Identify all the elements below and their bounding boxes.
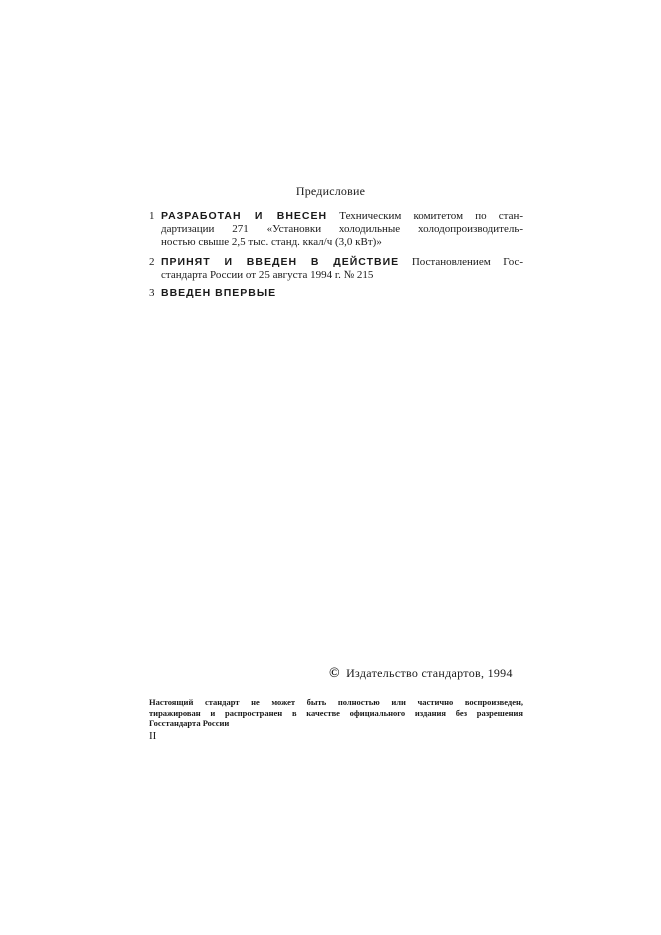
copyright-text: Издательство стандартов, 1994 — [346, 666, 513, 680]
item-2-line-2: стандарта России от 25 августа 1994 г. № 215 — [161, 269, 374, 281]
item-2-number: 2 — [149, 256, 155, 268]
foreword-item-1 — [149, 210, 523, 249]
item-1-number: 1 — [149, 210, 155, 222]
item-3-line-1 — [149, 287, 523, 300]
page-number: II — [149, 730, 157, 742]
notice-line-3: Госстандарта России — [149, 718, 230, 728]
item-2-line-1 — [149, 256, 523, 269]
foreword-item-2 — [149, 256, 523, 282]
foreword-item-3 — [149, 287, 523, 300]
item-2-text-start: Постановлением Гос- — [411, 256, 524, 268]
item-3-heading: ВВЕДЕН ВПЕРВЫЕ — [161, 287, 277, 299]
item-1-text-start: Техническим комитетом по стан- — [339, 210, 524, 222]
notice-line-1: Настоящий стандарт не может быть полностью или частично воспроизведен, — [149, 697, 523, 707]
copyright-line — [329, 666, 513, 682]
item-1-line-1 — [149, 210, 523, 223]
item-3-number: 3 — [149, 287, 155, 299]
item-1-heading: РАЗРАБОТАН И ВНЕСЕН — [161, 210, 328, 222]
item-1-line-3: ностью свыше 2,5 тыс. станд. ккал/ч (3,0 кВт)» — [161, 236, 382, 248]
item-1-line-2: дартизации 271 «Установки холодильные холодопроизводитель- — [161, 223, 523, 235]
item-2-heading: ПРИНЯТ И ВВЕДЕН В ДЕЙСТВИЕ — [161, 256, 400, 268]
page-title: Предисловие — [295, 184, 366, 198]
notice-line-2: тиражирован и распространен в качестве официального издания без разрешения — [149, 707, 523, 718]
reproduction-notice — [149, 697, 523, 729]
copyright-icon: © — [329, 666, 340, 681]
